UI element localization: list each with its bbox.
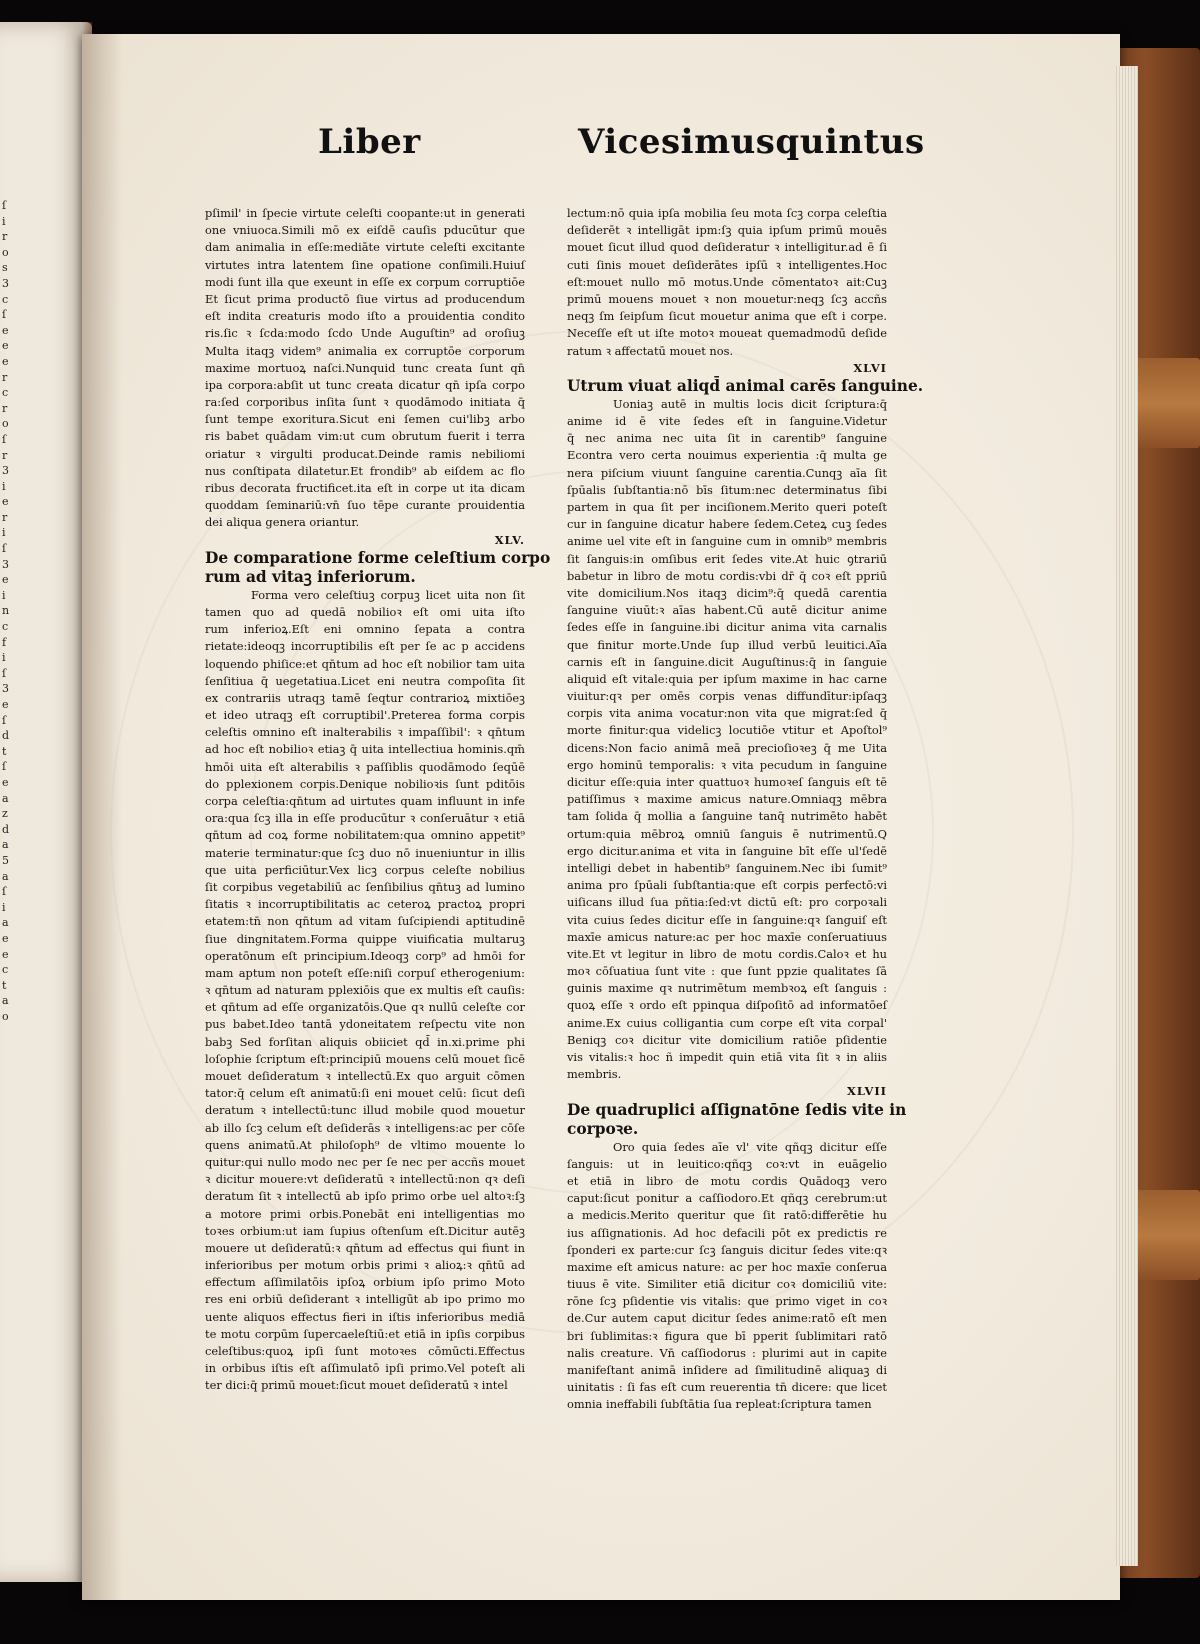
text-line: mam aptum non poteſt eſſe:niſi corpuſ etherogenium: bbox=[205, 965, 525, 980]
text-line: guinis maxime qꝛ nutrimētum membꝛoꝝ eſt ſanguis : bbox=[567, 981, 887, 996]
text-line: te motu corpūm ſupercaeleſtiū:et etiā in ipſis corpibus bbox=[205, 1326, 525, 1341]
text-line: ergo hominū temporalis: ꝛ vita pecudum in ſanguine bbox=[567, 757, 887, 772]
text-line: maxīe amicus nature:ac per hoc maxīe conſeruatiuus bbox=[567, 929, 887, 944]
margin-fragment-line: r bbox=[2, 370, 8, 384]
text-line: anime.Ex cuius colligantia cum corpe eſt vita corpal' bbox=[567, 1015, 887, 1030]
text-line: deratum ꝛ intellectū:tunc illud mobile quod mouetur bbox=[205, 1103, 525, 1118]
text-line: mouere ut deſideratū:ꝛ qn̄tum ad effectus qui fiunt in bbox=[205, 1240, 525, 1255]
margin-fragment-line: r bbox=[2, 230, 8, 244]
margin-fragment-line: d bbox=[2, 729, 10, 743]
text-line: deratum ſit ꝛ intellectū ab ipſo primo orbe uel altoꝛ:ſꝫ bbox=[205, 1189, 525, 1204]
margin-fragment-line: i bbox=[2, 651, 6, 665]
text-line: res eni orbiū deſiderant ꝛ intelligūt ab ipo primo mo bbox=[205, 1292, 525, 1307]
running-head-left: Liber bbox=[318, 122, 421, 162]
margin-fragment-line: a bbox=[2, 994, 9, 1008]
margin-fragment-line: e bbox=[2, 698, 9, 711]
text-line: partem in qua ſit per inciſionem.Merito queri poteſt bbox=[567, 500, 887, 514]
margin-fragment-line: c bbox=[2, 963, 9, 977]
text-line: modi ſunt illa que exeunt in eſſe ex corpum corruptiōe bbox=[205, 274, 525, 289]
text-line: tator:q̄ celum eſt animatū:ſi eni mouet celū: ſicut deſi bbox=[205, 1086, 525, 1101]
text-line: et etiā in libro de motu cordis Quādoqꝫ vero bbox=[567, 1173, 887, 1188]
margin-fragment-line: 3 bbox=[2, 464, 9, 478]
text-line: do pplexionem corpis.Denique nobilioꝛis ſunt pditōis bbox=[205, 776, 525, 791]
text-line: tam ſolida q̄ mollia a ſanguine tanq̄ nutrimēto habēt bbox=[567, 809, 887, 824]
left-page-margin-text bbox=[2, 198, 22, 1024]
text-line: virtutes intra latentem ſine opatione conſimili.Huiuſ bbox=[205, 257, 525, 272]
text-line: Oro quia ſedes aīe vl' vite qñqꝫ dicitur eſſe bbox=[613, 1139, 887, 1154]
margin-fragment-line: r bbox=[2, 401, 8, 415]
margin-fragment-line: c bbox=[2, 620, 9, 634]
text-line: ora:qua ſcꝫ illa in eſſe producūtur ꝛ conſeruātur ꝛ etiā bbox=[205, 811, 525, 826]
text-line: ſit ſanguis:in omſibus erit ſedes vite.At huic ꝯtrariū bbox=[567, 551, 887, 566]
text-line: Uoniaꝫ autē in multis locis dicit ſcriptura:q̄ bbox=[613, 396, 887, 411]
text-line: babꝫ Sed forſitan aliquis obiiciet qd̄ in.xi.prime phi bbox=[205, 1034, 525, 1049]
text-line: moꝛ cōſuatiua ſunt vite : que ſunt ppzie qualitates ſā bbox=[567, 964, 887, 979]
margin-fragment-line: o bbox=[2, 417, 9, 431]
text-line: vis vitalis:ꝛ hoc ñ impedit quin etiā vita ſit ꝛ in aliis bbox=[567, 1050, 887, 1064]
margin-fragment-line: i bbox=[2, 214, 6, 228]
facing-left-page bbox=[0, 22, 92, 1582]
text-line: a medicis.Merito queritur que ſit ratō:differētie hu bbox=[567, 1208, 887, 1223]
text-line: q̄ nec anima nec uita ſit in carentib⁹ ſanguine bbox=[567, 431, 887, 446]
margin-fragment-line: a bbox=[2, 916, 9, 930]
text-line: Beniqꝫ coꝛ dicitur vite domicilium ratiōe pſidentie bbox=[567, 1032, 887, 1047]
text-line: corpis vita anima vocatur:non vita que migrat:ſed q̄ bbox=[567, 706, 887, 721]
text-line: manifeſtant animā inſidere ad ſimilitudinē aliquaꝫ di bbox=[567, 1363, 887, 1377]
margin-fragment-line: a bbox=[2, 869, 9, 883]
text-line: qn̄tum ad coꝝ forme nobilitatem:qua omnino appetit⁹ bbox=[205, 828, 525, 843]
text-line: que finitur morte.Unde ſup illud verbū leuitici.Aīa bbox=[567, 637, 887, 652]
text-line: etatem:tn̄ non qn̄tum ad vitam ſuſcipiendi aptitudinē bbox=[205, 914, 525, 929]
text-line: dicitur eſſe:quia inter quattuoꝛ humoꝛeſ ſanguis eſt tē bbox=[567, 775, 887, 789]
margin-fragment-line: n bbox=[2, 604, 10, 618]
text-line: ſponderi ex parte:cur ſcꝫ ſanguis dicitur ſedes vite:qꝛ bbox=[567, 1242, 887, 1257]
text-line: pſimil' in ſpecie virtute celeſti coopante:ut in generati bbox=[205, 206, 525, 220]
margin-fragment-line: e bbox=[2, 931, 9, 945]
text-line: bri ſublimitas:ꝛ figura que bī pperit ſublimitari ratō bbox=[567, 1328, 887, 1343]
chapter-heading: Utrum viuat aliqd̄ animal carēs ſanguine. bbox=[567, 376, 924, 395]
chapter-heading: rum ad vitaꝫ inferiorum. bbox=[205, 567, 416, 586]
text-line: ortum:quia mēbroꝝ omniū ſanguis ē nutrimentū.Q bbox=[567, 826, 887, 841]
margin-fragment-line: ſ bbox=[2, 199, 7, 212]
margin-fragment-line: a bbox=[2, 838, 9, 852]
text-line: cur in ſanguine dicatur habere ſedem.Ceteꝝ cuꝫ ſedes bbox=[567, 517, 887, 532]
text-line: deſiderēt ꝛ intelligāt ipm:ſꝫ quia ipſum primū mouēs bbox=[567, 223, 887, 238]
text-line: eſt:mouet nullo mō motus.Unde cōmentatoꝛ ait:Cuꝫ bbox=[567, 274, 887, 289]
text-line: ab illo ſcꝫ celum eſt deſiderās ꝛ intelligens:ac per cōſe bbox=[205, 1120, 525, 1135]
margin-fragment-line: 3 bbox=[2, 682, 9, 696]
margin-fragment-line: c bbox=[2, 292, 9, 306]
text-line: anime uel vite eſt in ſanguine cum in omnib⁹ membris bbox=[567, 534, 887, 549]
text-line: celeſtis omnino eſt inalterabilis ꝛ impaſſibil': ꝛ qn̄tum bbox=[205, 725, 525, 740]
text-line: toꝛes orbium:ut iam ſupius oſtenſum eſt.Dicitur autēꝫ bbox=[205, 1223, 525, 1238]
margin-fragment-line: z bbox=[2, 807, 8, 821]
clasp-strap-lower bbox=[1128, 1190, 1200, 1280]
text-line: dam animalia in eſſe:mediāte virtute celeſti excitante bbox=[205, 240, 525, 255]
margin-fragment-line: ſ bbox=[2, 542, 7, 556]
text-line: de.Cur autem caput dicitur ſedes anime:ratō eſt men bbox=[567, 1311, 887, 1326]
chapter-number: XLVI bbox=[853, 360, 887, 375]
margin-fragment-line: e bbox=[2, 947, 9, 961]
margin-fragment-line: i bbox=[2, 900, 6, 914]
text-line: oriatur ꝛ virgulti producat.Deinde ramis nebiliomi bbox=[205, 446, 525, 461]
text-line: quens animatū.At philoſoph⁹ de vltimo mouente lo bbox=[205, 1137, 525, 1152]
text-line: viuitur:qꝛ per omēs corpis venas diffundītur:ipſaqꝫ bbox=[567, 689, 887, 704]
chapter-number: XLVII bbox=[847, 1084, 887, 1099]
text-line: ſitatis ꝛ incorruptibilitatis ac ceteroꝝ practoꝝ propri bbox=[205, 897, 525, 912]
text-column-left bbox=[205, 205, 551, 1395]
margin-fragment-line: e bbox=[2, 495, 9, 509]
text-line: tamen quo ad quedā nobilioꝛ eſt omi uita iſto bbox=[205, 604, 525, 619]
margin-fragment-line: 5 bbox=[2, 853, 9, 867]
text-line: membris. bbox=[567, 1067, 622, 1082]
margin-fragment-line: i bbox=[2, 526, 6, 540]
text-line: quoddam ſeminariū:vn̄ ſuo tēpe curante prouidentia bbox=[205, 498, 525, 513]
text-line: nalis creature. Vn̄ caſſiodorus : plurimi aut in capite bbox=[567, 1345, 887, 1360]
text-line: a motore primi orbis.Ponebāt eni intelligentias mo bbox=[205, 1206, 525, 1221]
text-line: one vniuoca.Simili mō ex eiſdē cauſis pducūtur que bbox=[205, 223, 525, 238]
text-line: ra:ſed corporibus inſita ſunt ꝛ quodāmodo initiata q̄ bbox=[205, 395, 525, 410]
margin-fragment-line: 3 bbox=[2, 276, 9, 290]
text-line: morte finitur:qua videlicꝫ locutiōe vtitur et Apoſtol⁹ bbox=[567, 723, 887, 738]
margin-fragment-line: ſ bbox=[2, 308, 7, 322]
text-line: uiſicans illud ſua pñtia:ſed:vt dictū eſt: pro corpoꝛali bbox=[567, 895, 887, 910]
text-line: ex contrariis utraqꝫ tamē ſeqtur contrarioꝝ mixtiōeꝫ bbox=[205, 690, 525, 705]
margin-fragment-line: t bbox=[2, 978, 7, 992]
margin-fragment-line: t bbox=[2, 744, 7, 758]
margin-fragment-line: o bbox=[2, 1009, 9, 1023]
text-line: dei aliqua genera oriantur. bbox=[205, 515, 360, 530]
text-line: lectum:nō quia ipſa mobilia ſeu mota ſcꝫ corpa celeſtia bbox=[567, 206, 887, 220]
text-line: ius aſſignationis. Ad hoc defacili pōt ex predictis re bbox=[567, 1225, 887, 1240]
text-line: primū mouens mouet ꝛ non mouetur:neqꝫ ſcꝫ accñs bbox=[567, 291, 887, 306]
margin-fragment-line: i bbox=[2, 479, 6, 493]
text-line: corpa celeſtia:qn̄tum ad uirtutes quam influunt in infe bbox=[205, 794, 525, 808]
text-column-right bbox=[567, 205, 924, 1414]
text-line: intelligi debet in habentib⁹ ſanguinem.Nec ibi ſumit⁹ bbox=[567, 860, 887, 875]
text-line: loquendo phiſice:et qn̄tum ad hoc eſt nobilior tam uita bbox=[205, 656, 525, 671]
text-line: Forma vero celeſtiuꝫ corpuꝫ licet uita non ſit bbox=[251, 587, 525, 602]
text-line: mouet ſicut illud quod deſideratur ꝛ intelligitur.ad ē ſi bbox=[567, 240, 887, 255]
text-line: ſiue dingnitatem.Forma quippe viuificatia multaruꝫ bbox=[205, 931, 525, 946]
margin-fragment-line: a bbox=[2, 791, 9, 805]
margin-fragment-line: r bbox=[2, 448, 8, 462]
margin-fragment-line: o bbox=[2, 245, 9, 259]
margin-fragment-line: f bbox=[2, 635, 7, 649]
text-line: nera piſcium viuunt ſanguine carentia.Cunqꝫ aīa ſit bbox=[567, 465, 887, 480]
text-line: hmōi uita eſt alterabilis ꝛ paſſiblis quodāmodo ſeqūē bbox=[205, 759, 525, 774]
chapter-heading: De quadruplici aſſignatōne ſedis vite in bbox=[567, 1100, 907, 1119]
text-line: ris babet quādam vim:ut cum obrutum fuerit i terra bbox=[205, 429, 525, 444]
running-head-right: Vicesimusquintus bbox=[578, 122, 925, 162]
text-line: loſophie ſcriptum eſt:principiū mouens celū mouet ſicē bbox=[205, 1051, 525, 1066]
text-line: uente aliquos effectus fieri in iſtis inferioribus mediā bbox=[205, 1309, 525, 1324]
text-line: ergo dicitur.anima et vita in ſanguine bīt eſſe ul'ſedē bbox=[567, 843, 887, 858]
margin-fragment-line: r bbox=[2, 510, 8, 524]
margin-fragment-line: 3 bbox=[2, 557, 9, 571]
margin-fragment-line: ſ bbox=[2, 432, 7, 446]
margin-fragment-line: e bbox=[2, 323, 9, 337]
text-line: et qn̄tum ad eſſe organizatōis.Que qꝛ nullū celeſte cor bbox=[205, 1000, 525, 1015]
margin-fragment-line: s bbox=[2, 261, 8, 275]
text-line: tiuus ē vite. Similiter etiā dicitur coꝛ domiciliū vite: bbox=[567, 1277, 887, 1292]
text-line: ter dici:q̄ primū mouet:ſicut mouet deſideratū ꝛ intel bbox=[205, 1378, 508, 1393]
text-line: maxime eſt amicus nature: ac per hoc maxīe conſerua bbox=[567, 1259, 887, 1274]
text-line: ſanguis: ut in leuitico:qñqꝫ coꝛ:vt in euāgelio bbox=[567, 1156, 887, 1171]
margin-fragment-line: c bbox=[2, 386, 9, 400]
text-line: que uita perficiūtur.Vex licꝫ corpus celeſte nobilius bbox=[205, 862, 525, 877]
text-line: ſpūalis ſubſtantia:nō bīs ſitum:nec determinatus ſibi bbox=[567, 482, 887, 497]
margin-fragment-line: ſ bbox=[2, 713, 7, 727]
text-line: quitur:qui nullo modo nec per ſe nec per accñs mouet bbox=[205, 1154, 525, 1169]
text-line: ris.ſic ꝛ ſcda:modo ſcdo Unde Auguſtin⁹ ad oroſiuꝫ bbox=[205, 326, 525, 341]
margin-fragment-line: i bbox=[2, 588, 6, 602]
text-line: in orbibus iſtis eſt aſſimulatō ipſi primo.Vel poteſt ali bbox=[205, 1361, 525, 1376]
text-line: neqꝫ ſm ſeipſum ſicut mouetur anima que eſt i corpe. bbox=[567, 309, 887, 324]
text-line: Econtra vero certa nouimus experientia :q̄ multa ge bbox=[567, 448, 887, 463]
text-line: inferioribus per motum orbis primi ꝛ alioꝝ:ꝛ qn̄tū ad bbox=[205, 1258, 525, 1273]
text-line: effectum aſſimilatōis ipſoꝝ orbium ipſo primo Moto bbox=[205, 1275, 525, 1290]
text-line: ſedes eſſe in ſanguine.ibi dicitur anima vita carnalis bbox=[567, 620, 887, 635]
text-line: ſanguine viuūt:ꝛ aīas habent.Cū autē dicitur anime bbox=[567, 603, 887, 618]
text-line: Neceſſe eſt ut iſte motoꝛ moueat quemadmodū deſide bbox=[567, 326, 887, 341]
chapter-heading: De comparatione forme celeſtium corpo bbox=[205, 548, 551, 567]
text-line: rietate:ideoqꝫ incorruptibilis eſt per ſe ac p accidens bbox=[205, 639, 525, 654]
margin-fragment-line: ſ bbox=[2, 760, 7, 774]
text-line: aliquid eſt vitale:quia per ipſum maxime in hac carne bbox=[567, 671, 887, 686]
text-line: carnis eſt in ſanguine.dicit Auguſtinus:q̄ in ſanguie bbox=[567, 654, 887, 669]
text-line: quoꝝ eſſe ꝛ ordo eſt ppinqua diſpoſitō ad informatōeſ bbox=[567, 998, 887, 1013]
text-line: pus babet.Ideo tantā ydoneitatem reſpectu vite non bbox=[205, 1017, 525, 1032]
page-block-edge bbox=[1116, 66, 1138, 1566]
text-line: vita cuius ſedes dicitur eſſe in ſanguine:qꝛ ſanguiſ eſt bbox=[567, 912, 887, 927]
text-line: ipa corpora:abſit ut tunc creata dicatur qn̄ ipſa corpo bbox=[205, 377, 525, 392]
text-line: Multa itaqꝫ videm⁹ animalia ex corruptōe corporum bbox=[205, 343, 525, 358]
text-line: ſit corpibus vegetabiliū ac ſenſibilius qn̄tuꝫ ad lumino bbox=[205, 879, 525, 894]
margin-fragment-line: d bbox=[2, 822, 10, 836]
text-line: dicens:Non facio animā meā precioſioꝛeꝫ q̄ me Uita bbox=[567, 740, 887, 755]
text-line: anime id ē vite ſedes eſt in ſanguine.Videtur bbox=[567, 414, 887, 429]
text-line: operatōnum eſt principium.Ideoqꝫ corp⁹ ad hmōi for bbox=[205, 948, 525, 963]
text-line: anima pro ſpūali ſubſtantia:que eſt corpis perfectō:vi bbox=[567, 878, 887, 893]
text-line: celeſtibus:quoꝝ ipſi ſunt motoꝛes cōmūcti.Effectus bbox=[205, 1344, 525, 1358]
text-line: ſunt tempe exoritura.Sicut eni ſemen cui'libꝫ arbo bbox=[205, 412, 525, 427]
text-line: maxime mortuoꝝ naſci.Nunquid tunc creata ſunt qn̄ bbox=[205, 360, 525, 375]
margin-fragment-line: e bbox=[2, 573, 9, 587]
clasp-strap-upper bbox=[1128, 358, 1200, 448]
text-line: eſt indita creaturis modo iſto a prouidentia condito bbox=[205, 309, 525, 324]
text-line: rum inferioꝝ.Eſt eni omnino ſepata a contra bbox=[205, 622, 525, 637]
margin-fragment-line: ſ bbox=[2, 666, 7, 680]
chapter-number: XLV. bbox=[494, 532, 525, 547]
text-line: mouet deſideratum ꝛ intellectū.Ex quo arguit cōmen bbox=[205, 1069, 525, 1083]
text-line: omnia ineffabili ſubſtātia ſua repleat:ſcriptura tamen bbox=[567, 1397, 872, 1412]
text-line: caput:ſicut ponitur a caſſiodoro.Et qñqꝫ cerebrum:ut bbox=[567, 1191, 887, 1206]
text-line: ſenſitiua q̄ uegetatiua.Licet eni neutra compoſita ſit bbox=[205, 673, 525, 688]
text-line: ꝛ qn̄tum ad naturam pplexiōis que ex multis eſt cauſis: bbox=[205, 983, 525, 998]
margin-fragment-line: ſ bbox=[2, 885, 7, 899]
margin-fragment-line: e bbox=[2, 354, 9, 368]
text-line: ad hoc eſt nobilioꝛ etiaꝫ q̄ uita intellectiua hominis.qm̄ bbox=[205, 742, 525, 757]
text-line: ratum ꝛ affectatū mouet nos. bbox=[567, 343, 734, 358]
text-line: ꝛ dicitur mouere:vt deſideratū ꝛ intellectū:non qꝛ deſi bbox=[205, 1172, 525, 1187]
chapter-heading: corpoꝛe. bbox=[567, 1119, 639, 1138]
text-line: ribus decorata fructificet.ita eſt in corpe ut ita dicam bbox=[205, 481, 525, 495]
text-line: vite domicilium.Nos itaqꝫ dicim⁹:q̄ quedā carentia bbox=[567, 585, 887, 600]
text-line: babetur in libro de motu cordis:vbi dr̄ q̄ coꝛ eſt ppriū bbox=[567, 568, 887, 583]
text-line: et ideo utraqꝫ eſt corruptibil'.Preterea forma corpis bbox=[205, 708, 525, 723]
text-line: uinitatis : ſi fas eſt cum reuerentia tn̄ dicere: que licet bbox=[567, 1380, 887, 1395]
text-line: cuti ſinis mouet deſiderātes ipſū ꝛ intelligentes.Hoc bbox=[567, 257, 887, 272]
margin-fragment-line: e bbox=[2, 775, 9, 789]
text-line: nus conſtipata dilatetur.Et frondib⁹ ab eiſdem ac flo bbox=[205, 463, 525, 478]
margin-fragment-line: e bbox=[2, 339, 9, 353]
text-line: rōne ſcꝫ pſidentie vis vitalis: que primo viget in coꝛ bbox=[567, 1294, 887, 1309]
text-line: materie terminatur:que ſcꝫ duo nō inueniuntur in illis bbox=[205, 845, 525, 860]
text-line: patiſſimus ꝛ maxime amicus nature.Omniaqꝫ mēbra bbox=[567, 792, 887, 807]
text-line: Et ſicut prima productō ſiue virtus ad producendum bbox=[205, 291, 525, 306]
text-line: vite.Et vt legitur in libro de motu cordis.Caloꝛ et hu bbox=[567, 946, 887, 961]
